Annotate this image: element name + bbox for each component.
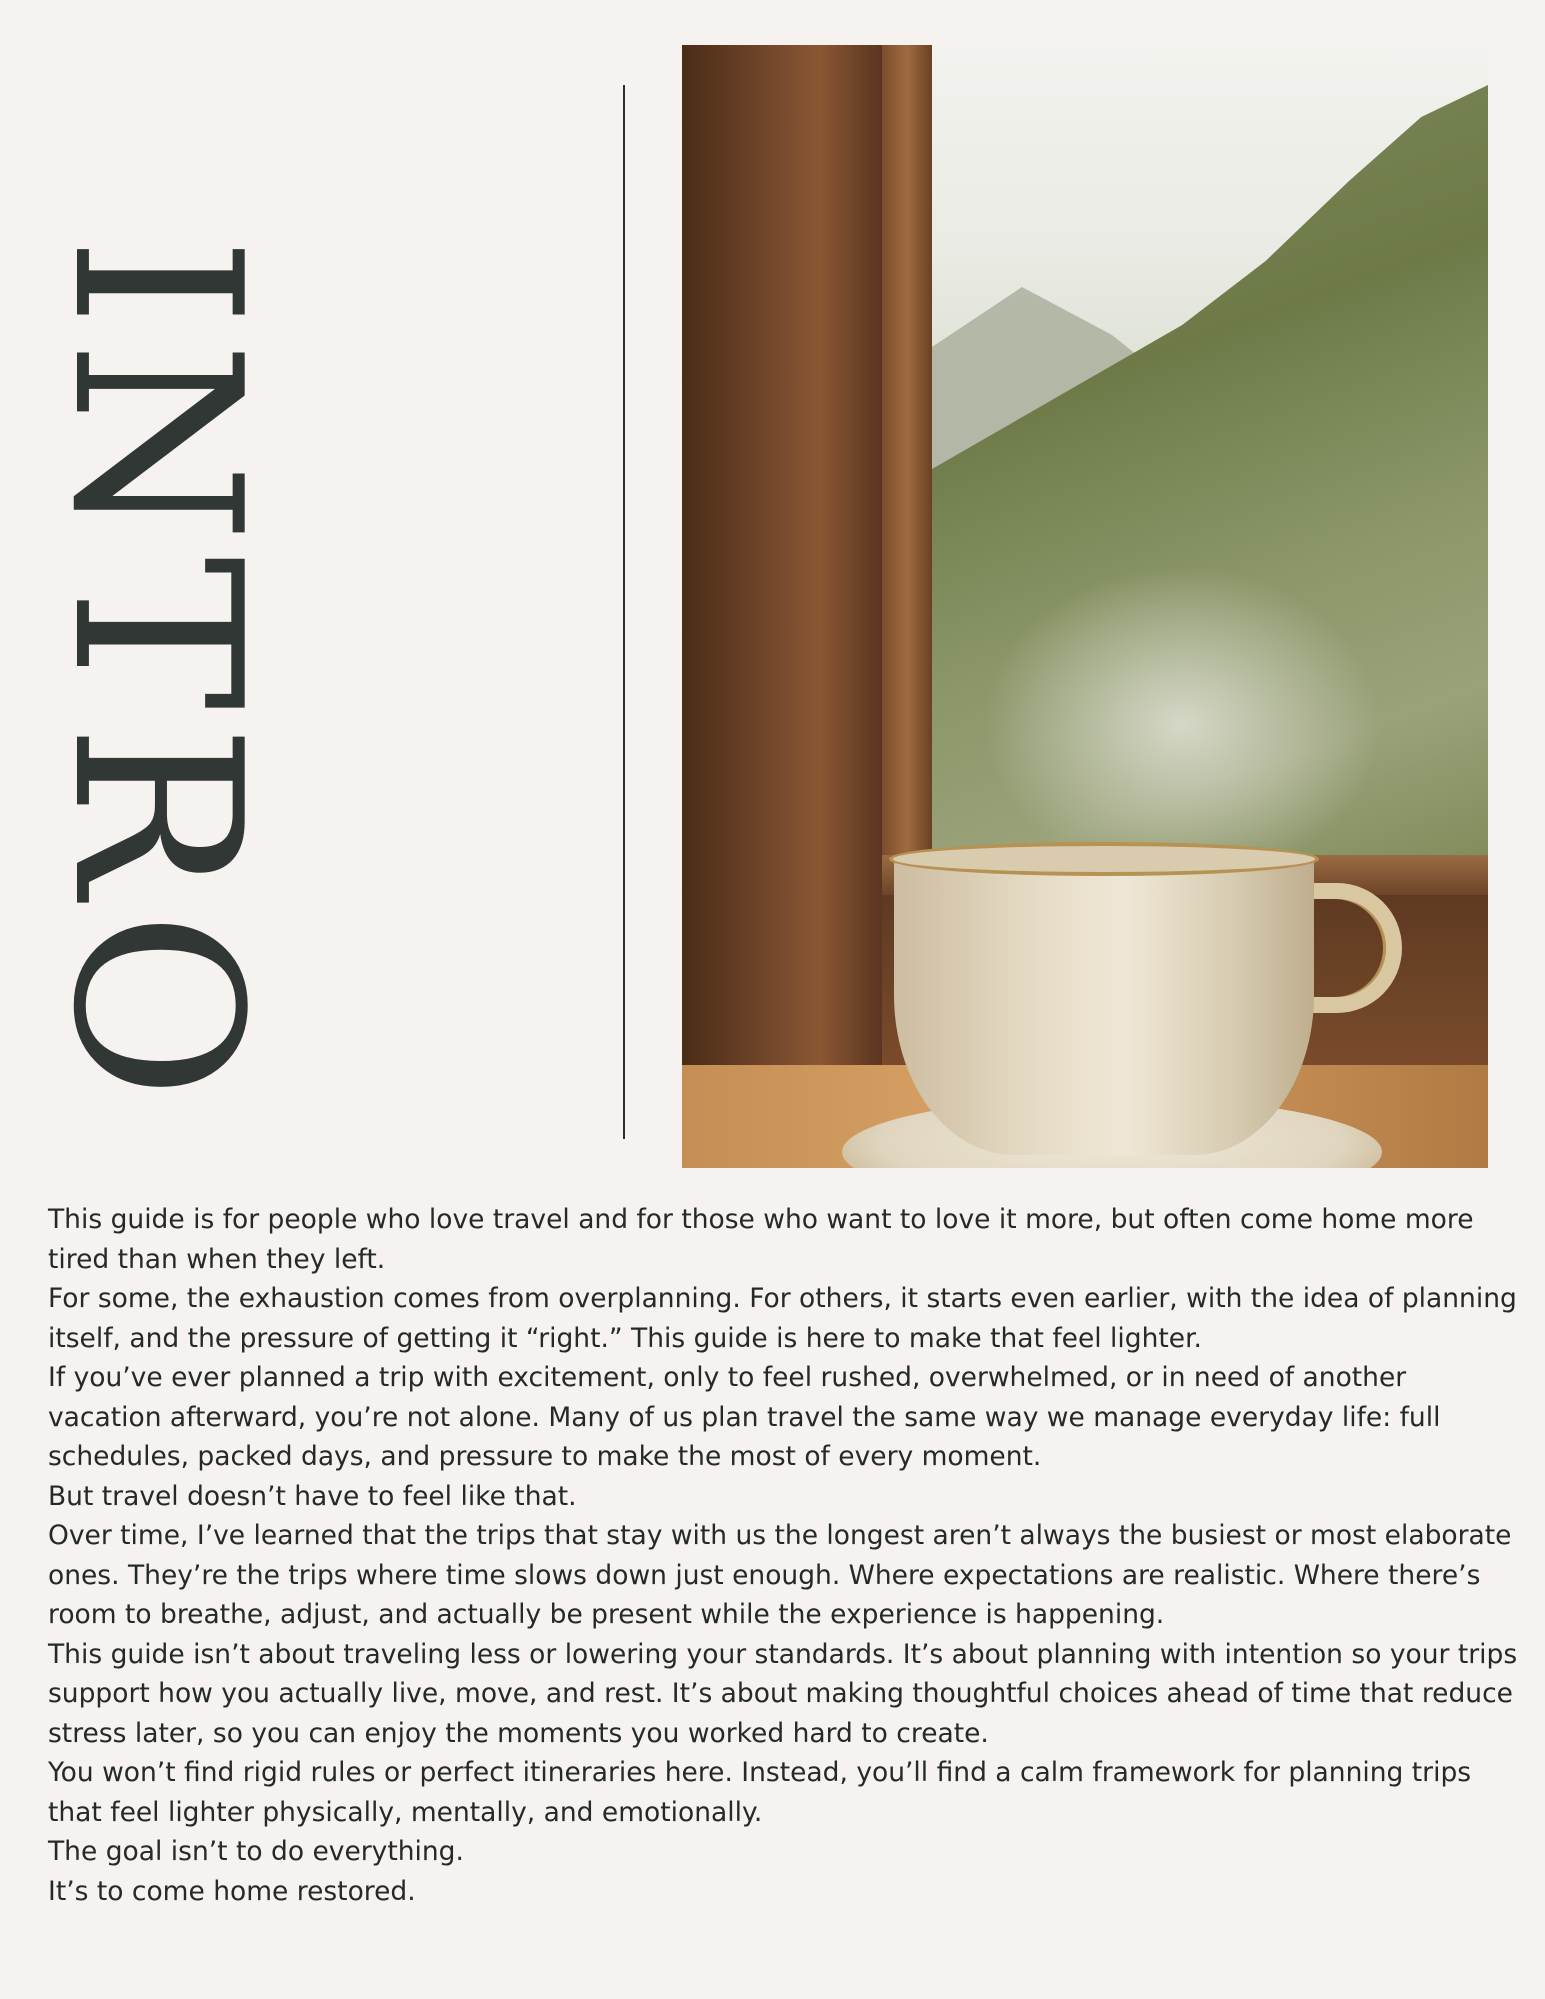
intro-heading: INTRO <box>22 236 289 1114</box>
intro-heading-wrap <box>22 225 289 1125</box>
paragraph: Over time, I’ve learned that the trips that stay with us the longest aren’t always the busiest or most elaborate ones. They’re the trips where time slows down just enough. Where expectations are realistic. Where there’s room to breathe, adjust, and actually be present while the experience is happening. <box>48 1520 1512 1630</box>
paragraph: For some, the exhaustion comes from overplanning. For others, it starts even earlier, with the idea of planning itself, and the pressure of getting it “right.” This guide is here to make that feel lighter. <box>48 1283 1517 1354</box>
paragraph: You won’t find rigid rules or perfect itineraries here. Instead, you’ll find a calm framework for planning trips that feel lighter physically, mentally, and emotionally. <box>48 1757 1472 1828</box>
teacup-window-photo <box>682 45 1488 1168</box>
paragraph: But travel doesn’t have to feel like that. <box>48 1480 577 1512</box>
paragraph: The goal isn’t to do everything. <box>48 1836 464 1867</box>
paragraph: This guide isn’t about traveling less or lowering your standards. It’s about planning with intention so your trips support how you actually live, move, and rest. It’s about making thoughtful choices ahead of time that reduce stress later, so you can enjoy the moments you worked hard to create. <box>48 1638 1518 1749</box>
paragraph: This guide is for people who love travel and for those who want to love it more, but often come home more tired than when they left. <box>48 1204 1474 1275</box>
photo-cup-rim <box>889 842 1319 876</box>
intro-body <box>48 1200 1518 1911</box>
paragraph: If you’ve ever planned a trip with excitement, only to feel rushed, overwhelmed, or in need of another vacation afterward, you’re not alone. Many of us plan travel the same way we manage everyday life: full schedules, packed days, and pressure to make the most of every moment. <box>48 1362 1441 1472</box>
vertical-divider <box>623 85 625 1139</box>
photo-haze <box>982 565 1382 885</box>
paragraph: It’s to come home restored. <box>48 1875 416 1907</box>
photo-cup <box>894 855 1314 1155</box>
